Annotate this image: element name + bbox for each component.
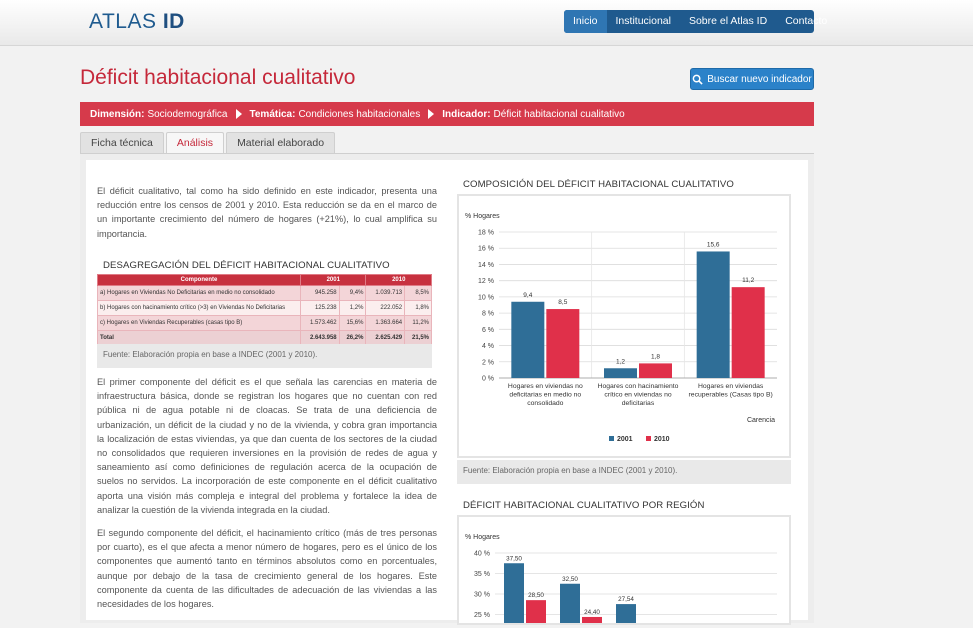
chart2-data-label: 37,50 xyxy=(506,555,522,563)
breadcrumb-tem-label: Temática: xyxy=(249,108,296,120)
breadcrumb-dim-label: Dimensión: xyxy=(90,108,145,120)
chart2-data-label: 27,54 xyxy=(618,596,634,604)
search-indicator-button[interactable] xyxy=(690,68,814,90)
chart2-data-label: 32,50 xyxy=(562,575,578,583)
chart1-data-label: 15,6 xyxy=(706,241,720,249)
table-row xyxy=(98,286,432,301)
chart2-title: DÉFICIT HABITACIONAL CUALITATIVO POR REGIÓN xyxy=(463,500,705,511)
chart1-data-label: 8,5 xyxy=(558,299,568,307)
tab-ficha-tecnica[interactable]: Ficha técnica xyxy=(80,132,164,153)
search-button-label: Buscar nuevo indicador xyxy=(707,73,812,85)
chart2-ylabel: % Hogares xyxy=(465,534,500,541)
chart1-data-label: 9,4 xyxy=(523,291,533,299)
breadcrumb-indicador[interactable]: Déficit habitacional cualitativo xyxy=(493,108,625,120)
chart1-legend-swatch xyxy=(646,436,651,441)
chart2-svg xyxy=(459,517,789,623)
table-cell: b) Hogares con hacinamiento crítico (>3) en Viviendas No Deficitarias xyxy=(98,301,301,316)
chart1-data-label: 11,2 xyxy=(742,277,755,285)
intro-paragraph: El déficit cualitativo, tal como ha sido definido en este indicador, presenta una reducción entre los censos de 2001 y 2010. Esta reducción se da en el marco de un importante crecimiento del número de hogares (+21%), lo cual amplifica su importancia. xyxy=(97,186,437,239)
chart1-legend-swatch xyxy=(609,436,614,441)
chart2-bar-2001 xyxy=(504,563,524,623)
chart1-legend-label: 2001 xyxy=(617,436,633,443)
chevron-right-icon xyxy=(236,109,242,119)
chart2-bar-2001 xyxy=(616,604,636,623)
chart2-ytick: 35 % xyxy=(474,571,490,578)
table-row xyxy=(98,301,432,316)
chart1-ytick: 14 % xyxy=(478,261,494,269)
table-cell: 15,6% xyxy=(339,316,366,331)
chart1-bar-2001 xyxy=(511,302,544,378)
chart1-bar-2010 xyxy=(732,287,765,378)
paragraph-2: El primer componente del déficit es el que señala las carencias en materia de infraestructura básica, donde se registran los hogares que no cuentan con red pública ni de agua potable ni de cloacas. Se trata de una deficiencia de urbanización, un déficit de la ciudad y no de la vivienda, y cobra gran importancia la localización de estas viviendas, ya que dan cuenta de los sectores de la ciudad no consolidados que requieren inversiones en la provisión de redes de agua y saneamiento así como definiciones de regulación acerca de la ocupación de suelos no servidos. La incorporación de este componente en el déficit cualitativo aporta una visión más compleja e integral del problema y fortalece la idea de analizar la cuestión de la vivienda integrada en la ciudad. xyxy=(97,377,437,515)
top-bar xyxy=(0,0,973,46)
chart1-ytick: 10 % xyxy=(478,294,494,302)
breadcrumb xyxy=(80,102,814,126)
chart1-xtick: Hogares en viviendas recuperables (Casas tipo B) xyxy=(688,383,773,399)
table-cell: 26,2% xyxy=(339,331,366,346)
chart1-container xyxy=(457,194,791,458)
chart1-bar-2001 xyxy=(604,368,637,378)
table-cell: 2.625.429 xyxy=(366,331,405,346)
chart2-ytick: 40 % xyxy=(474,550,490,558)
main-nav xyxy=(564,10,828,33)
chart1-title: COMPOSICIÓN DEL DÉFICIT HABITACIONAL CUALITATIVO xyxy=(463,179,734,190)
table-cell: 222.052 xyxy=(366,301,405,316)
chart1-bar-2001 xyxy=(697,251,730,378)
nav-sobre-atlas[interactable]: Sobre el Atlas ID xyxy=(688,15,768,27)
table-cell: 2.643.958 xyxy=(301,331,340,346)
col-2010: 2010 xyxy=(366,275,432,286)
site-logo[interactable]: ATLAS ID xyxy=(89,10,185,33)
chart1-ytick: 18 % xyxy=(478,229,494,237)
breadcrumb-ind-label: Indicador: xyxy=(442,108,491,120)
chart2-ytick: 30 % xyxy=(474,591,490,599)
chart2-bar-2010 xyxy=(582,617,602,623)
breadcrumb-tematica[interactable]: Condiciones habitacionales xyxy=(298,108,421,120)
table-cell: 1,8% xyxy=(405,301,432,316)
table-cell: c) Hogares en Viviendas Recuperables (casas tipo B) xyxy=(98,316,301,331)
table-cell: 21,5% xyxy=(405,331,432,346)
chart1-ytick: 16 % xyxy=(478,245,494,253)
table-title: DESAGREGACIÓN DEL DÉFICIT HABITACIONAL CUALITATIVO xyxy=(103,260,390,271)
chart2-ytick: 25 % xyxy=(474,612,490,619)
chart1-xtick: Hogares en viviendas no deficitarias en medio no consolidado xyxy=(507,383,583,407)
chart1-ytick: 0 % xyxy=(481,375,494,383)
chart2-data-label: 28,50 xyxy=(528,592,544,600)
table-cell: 11,2% xyxy=(405,316,432,331)
chart1-xtick: Hogares con hacinamiento crítico en viviendas no deficitarias xyxy=(597,383,679,407)
table-cell: 9,4% xyxy=(339,286,366,301)
chart1-xlabel: Carencia xyxy=(746,417,775,424)
col-2001: 2001 xyxy=(301,275,366,286)
chevron-right-icon xyxy=(428,109,434,119)
table-cell: 1.039.713 xyxy=(366,286,405,301)
chart1-legend-label: 2010 xyxy=(654,436,670,443)
breakdown-table xyxy=(97,274,432,346)
table-source: Fuente: Elaboración propia en base a INDEC (2001 y 2010). xyxy=(97,344,432,368)
chart2-bar-2001 xyxy=(560,584,580,623)
chart1-data-label: 1,2 xyxy=(615,358,626,366)
chart1-ylabel: % Hogares xyxy=(465,213,500,220)
table-cell: a) Hogares en Viviendas No Deficitarias en medio no consolidado xyxy=(98,286,301,301)
chart2-container xyxy=(457,515,791,625)
paragraph-3: El segundo componente del déficit, el hacinamiento crítico (más de tres personas por cuarto), es el que afecta a menor número de hogares, pero es el único de los componentes que aumentó tanto en términos absolutos como en porcentuales, aunque por debajo de la tasa de crecimiento general de los hogares. Este componente da cuenta de las dificultades de adecuación de las viviendas a las necesidades de los hogares. xyxy=(97,528,437,610)
table-cell: 125.238 xyxy=(301,301,340,316)
breadcrumb-dimension[interactable]: Sociodemográfica xyxy=(147,108,228,120)
table-cell: Total xyxy=(98,331,301,346)
chart1-ytick: 6 % xyxy=(481,326,494,334)
chart1-data-label: 1,8 xyxy=(650,353,661,361)
tab-bar xyxy=(80,132,335,153)
table-cell: 1,2% xyxy=(339,301,366,316)
page-title: Déficit habitacional cualitativo xyxy=(80,66,356,89)
nav-institucional[interactable]: Institucional xyxy=(615,15,671,27)
chart1-ytick: 2 % xyxy=(481,359,494,367)
table-cell: 8,5% xyxy=(405,286,432,301)
chart1-bar-2010 xyxy=(546,309,579,378)
chart1-bar-2010 xyxy=(639,363,672,378)
tab-analisis[interactable]: Análisis xyxy=(166,132,224,153)
table-cell: 945.258 xyxy=(301,286,340,301)
chart1-source: Fuente: Elaboración propia en base a INDEC (2001 y 2010). xyxy=(457,460,791,484)
table-cell: 1.363.664 xyxy=(366,316,405,331)
tab-material-elaborado[interactable]: Material elaborado xyxy=(226,132,335,153)
table-row xyxy=(98,316,432,331)
nav-contacto[interactable]: Contacto xyxy=(785,15,828,27)
search-icon xyxy=(692,74,703,85)
chart1-ytick: 8 % xyxy=(481,310,494,318)
chart1-ytick: 4 % xyxy=(481,343,494,351)
col-componente: Componente xyxy=(98,275,301,286)
table-cell: 1.573.462 xyxy=(301,316,340,331)
nav-inicio[interactable]: Inicio xyxy=(564,10,607,33)
chart2-data-label: 24,40 xyxy=(584,608,600,616)
chart2-bar-2010 xyxy=(526,600,546,623)
chart1-svg xyxy=(459,196,789,456)
chart1-ytick: 12 % xyxy=(478,278,494,286)
